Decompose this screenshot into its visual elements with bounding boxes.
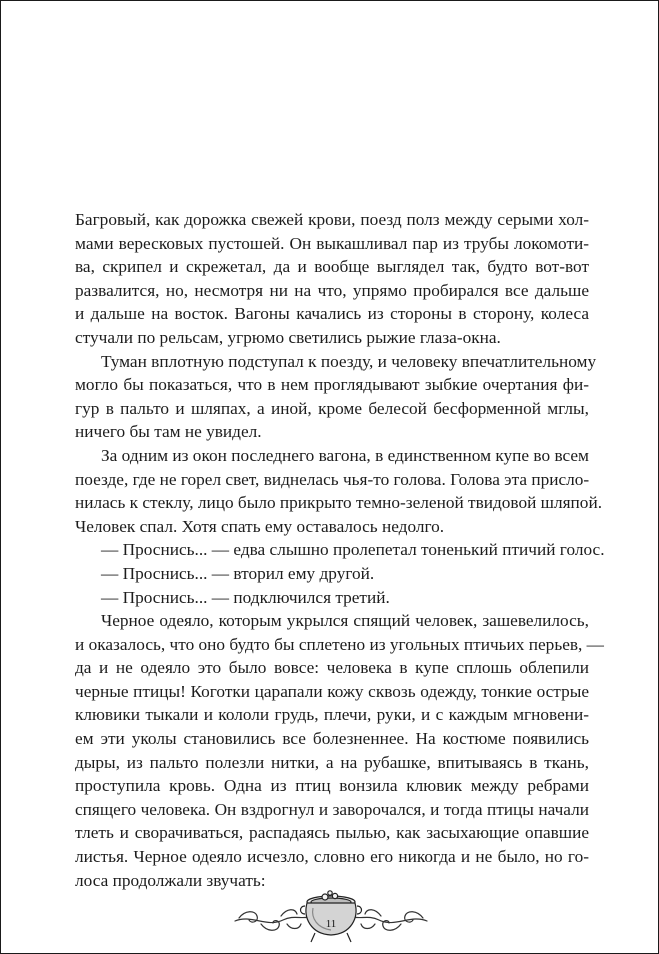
text-line: стучали по рельсам, угрюмо светились рыжие глаза-окна. — [75, 327, 501, 347]
text-line: Багровый, как дорожка свежей крови, поезд полз между серыми хол- — [75, 210, 589, 229]
paragraph-3 — [75, 444, 603, 538]
paragraph-1 — [75, 208, 589, 350]
text-line: дыры, из пальто полезли нитки, а на рубашке, впитываясь в ткань, — [75, 752, 589, 772]
dialogue-line-2 — [75, 562, 589, 586]
page-number: 11 — [325, 918, 337, 930]
text-line: поезде, где не горел свет, виднелась чья-то голова. Голова эта присло- — [75, 469, 590, 489]
text-line: мами вересковых пустошей. Он выкашливал пар из трубы локомоти- — [75, 233, 589, 253]
body-text — [75, 208, 605, 892]
dialogue-line-1 — [75, 538, 605, 562]
text-line: развалится, но, несмотря ни на что, упрямо пробирался все дальше — [75, 280, 589, 300]
text-line: ем эти уколы становились все болезненнее. На костюме появились — [75, 729, 589, 749]
text-line: — Проснись... — вторил ему другой. — [101, 563, 375, 583]
text-line: листья. Черное одеяло исчезло, словно его никогда и не было, но го- — [75, 847, 589, 867]
text-line: и дальше на восток. Вагоны качались из стороны в сторону, колеса — [75, 304, 589, 324]
text-line: черные птицы! Коготки царапали кожу сквозь одежду, тонкие острые — [75, 681, 589, 701]
text-line: могло бы показаться, что в нем проглядывают зыбкие очертания фи- — [75, 375, 589, 395]
text-line: спящего человека. Он вздрогнул и заворочался, и тогда птицы начали — [75, 799, 589, 819]
paragraph-7 — [75, 609, 604, 892]
text-line: гур в пальто и шляпах, а иной, кроме белесой бесформенной мглы, — [75, 398, 589, 418]
text-line: За одним из окон последнего вагона, в единственном купе во всем — [101, 445, 589, 465]
text-line: проступила кровь. Одна из птиц вонзила клювик между ребрами — [75, 776, 589, 796]
dialogue-line-3 — [75, 586, 589, 610]
text-line: — Проснись... — подключился третий. — [101, 587, 390, 607]
text-line: Черное одеяло, которым укрылся спящий человек, зашевелилось, — [101, 611, 589, 631]
cauldron-ornament-icon — [231, 888, 431, 946]
paragraph-2 — [75, 350, 597, 444]
text-line: Человек спал. Хотя спать ему оставалось недолго. — [75, 516, 445, 536]
text-line: ва, скрипел и скрежетал, да и вообще выглядел так, будто вот-вот — [75, 257, 589, 277]
text-line: тлеть и сворачиваться, распадаясь пылью, как засыхающие опавшие — [75, 823, 589, 843]
text-line: ничего бы там не увидел. — [75, 422, 262, 442]
text-line: Туман вплотную подступал к поезду, и человеку впечатлительному — [101, 351, 597, 371]
text-line: нилась к стеклу, лицо было прикрыто темно-зеленой твидовой шляпой. — [75, 493, 603, 513]
text-line: лоса продолжали звучать: — [75, 870, 266, 890]
text-line: клювики тыкали и кололи грудь, плечи, руки, и с каждым мгновени- — [75, 705, 589, 725]
text-line: да и не одеяло это было вовсе: человека в купе сплошь облепили — [75, 658, 589, 678]
text-line: и оказалось, что оно будто бы сплетено из угольных птичьих перьев, — — [75, 634, 604, 654]
text-line: — Проснись... — едва слышно пролепетал тоненький птичий голос. — [101, 540, 605, 560]
